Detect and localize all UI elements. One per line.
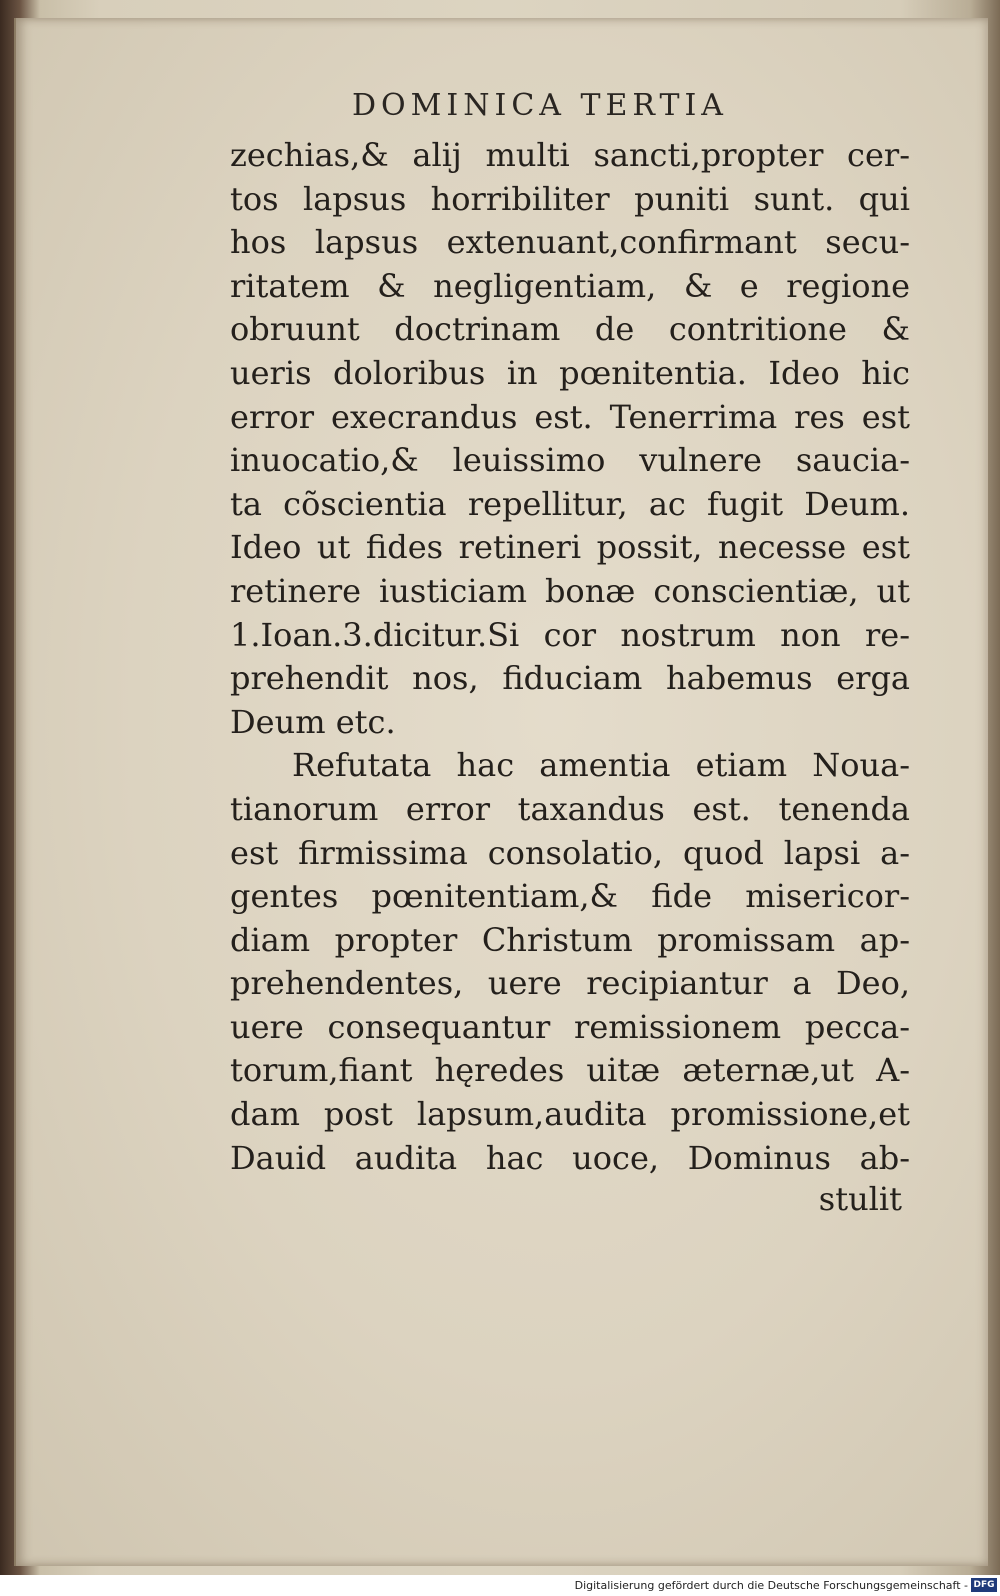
text-line: Ideo ut fides retineri possit, necesse est bbox=[230, 528, 910, 567]
body-text bbox=[230, 134, 910, 1180]
text-line: torum,fiant hęredes uitæ æternæ,ut A- bbox=[230, 1051, 910, 1090]
text-line: Deum etc. bbox=[230, 702, 396, 741]
text-line: uere consequantur remissionem pecca- bbox=[230, 1007, 910, 1046]
text-line: hos lapsus extenuant,confirmant secu- bbox=[230, 223, 910, 262]
text-line: diam propter Christum promissam ap- bbox=[230, 920, 910, 959]
text-line: ritatem & negligentiam, & e regione bbox=[230, 266, 910, 305]
text-line: retinere iusticiam bonæ conscientiæ, ut bbox=[230, 571, 910, 610]
running-head: DOMINICA TERTIA bbox=[352, 88, 728, 123]
text-line: prehendit nos, fiduciam habemus erga bbox=[230, 659, 910, 698]
text-line: Refutata hac amentia etiam Noua- bbox=[292, 746, 910, 785]
text-line: 1.Ioan.3.dicitur.Si cor nostrum non re- bbox=[230, 615, 910, 654]
footer-bar bbox=[0, 1575, 1000, 1596]
text-line: prehendentes, uere recipiantur a Deo, bbox=[230, 964, 910, 1003]
text-line: zechias,& alij multi sancti,propter cer- bbox=[230, 136, 910, 174]
footer-credit: Digitalisierung gefördert durch die Deutsche Forschungsgemeinschaft - bbox=[574, 1579, 968, 1592]
text-line: ueris doloribus in pœnitentia. Ideo hic bbox=[230, 353, 910, 392]
text-line: ta cõscientia repellitur, ac fugit Deum. bbox=[230, 484, 910, 523]
text-line: Dauid audita hac uoce, Dominus ab- bbox=[230, 1138, 910, 1177]
text-line: dam post lapsum,audita promissione,et bbox=[230, 1095, 910, 1134]
dfg-logo-icon: DFG bbox=[971, 1578, 997, 1592]
text-line: gentes pœnitentiam,& fide misericor- bbox=[230, 877, 910, 916]
text-line: tos lapsus horribiliter puniti sunt. qui bbox=[230, 179, 910, 218]
catchword: stulit bbox=[818, 1180, 902, 1218]
book-page bbox=[14, 18, 988, 1566]
text-line: est firmissima consolatio, quod lapsi a- bbox=[230, 833, 910, 872]
text-line: obruunt doctrinam de contritione & bbox=[230, 310, 910, 349]
text-line: inuocatio,& leuissimo vulnere saucia- bbox=[230, 441, 910, 480]
text-line: tianorum error taxandus est. tenenda bbox=[230, 789, 910, 828]
text-line: error execrandus est. Tenerrima res est bbox=[230, 397, 910, 436]
